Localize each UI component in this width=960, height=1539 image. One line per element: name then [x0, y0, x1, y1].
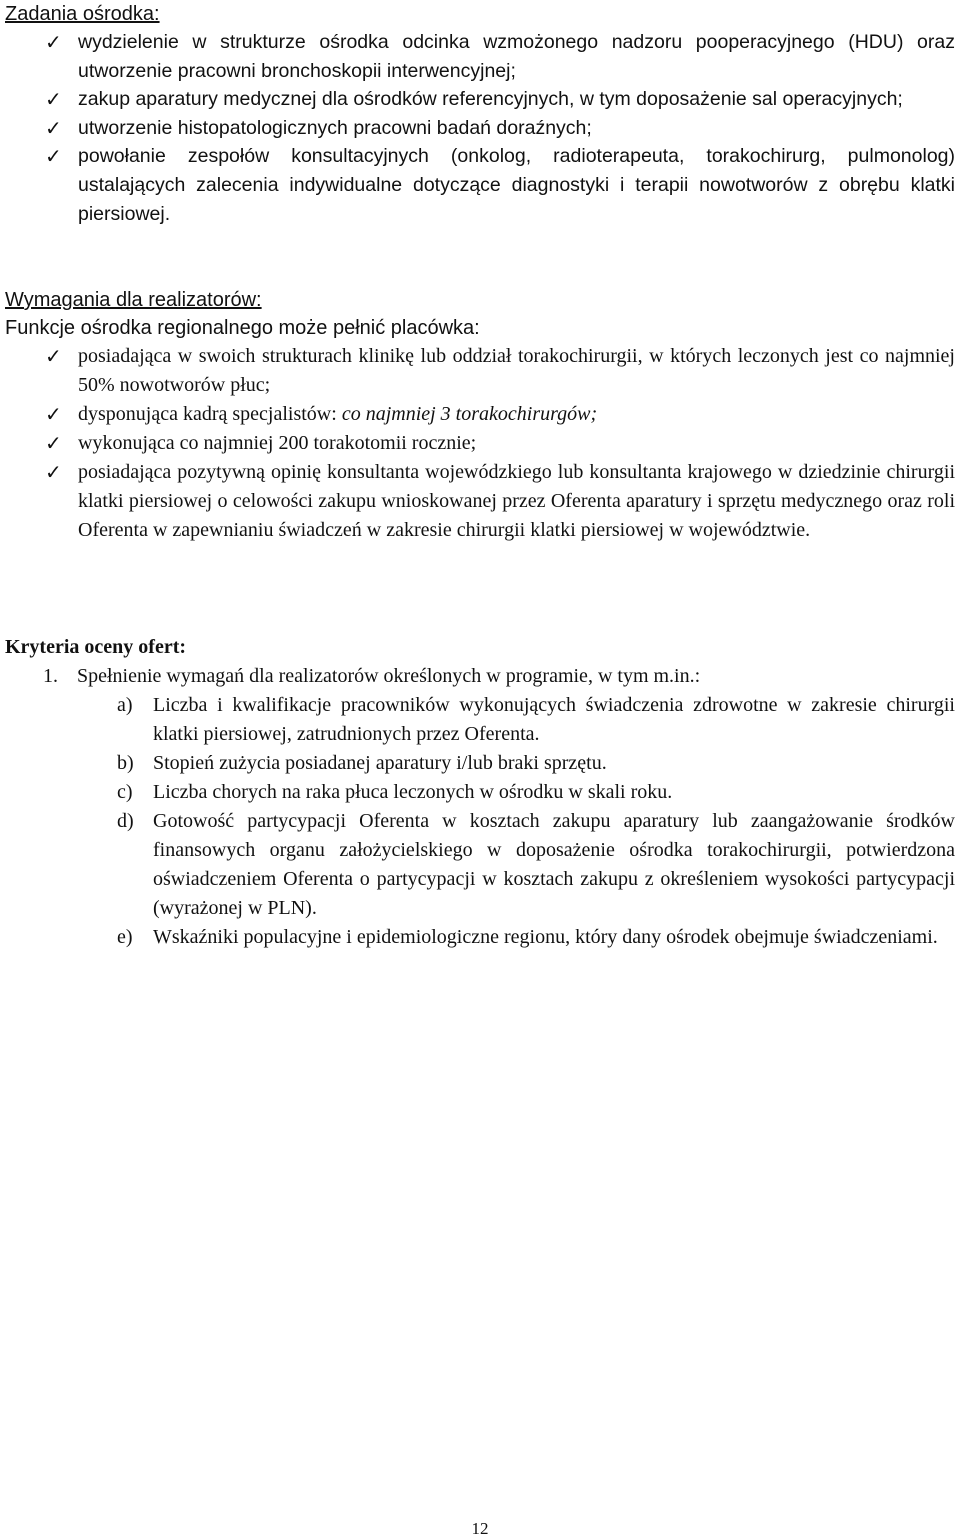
list-item: ✓ wykonująca co najmniej 200 torakotomii rocznie; — [5, 429, 955, 458]
checkmark-icon: ✓ — [45, 431, 62, 455]
list-item: ✓ utworzenie histopatologicznych pracowni badań doraźnych; — [5, 114, 955, 143]
page-number: 12 — [471, 1519, 489, 1538]
checkmark-icon: ✓ — [45, 144, 62, 169]
checkmark-icon: ✓ — [45, 344, 62, 368]
criteria-sublist — [5, 691, 955, 952]
list-item: ✓ powołanie zespołów konsultacyjnych (onkolog, radioterapeuta, torakochirurg, pulmonolog) ustalających zalecenia indywidualne dotyczące diagnostyki i terapii nowotworów z obrębu klatki piersiowej. — [45, 144, 955, 225]
checkmark-icon: ✓ — [45, 115, 62, 140]
section-heading-zadania: Zadania ośrodka: — [5, 3, 160, 25]
point-text: Spełnienie wymagań dla realizatorów określonych w programie, w tym m.in.: — [77, 665, 701, 687]
section-heading-kryteria: Kryteria oceny ofert: — [5, 636, 187, 658]
wymagania-list — [5, 342, 955, 545]
list-item: a) Liczba i kwalifikacje pracowników wykonujących świadczenia zdrowotne w zakresie chirurgii klatki piersiowej, zatrudnionych przez Oferenta. — [117, 694, 955, 745]
list-item: e) Wskaźniki populacyjne i epidemiologiczne regionu, który dany ośrodek obejmuje świadczeniami. — [117, 926, 938, 948]
section-zadania — [5, 0, 955, 228]
checkmark-icon: ✓ — [45, 402, 62, 426]
section-wymagania — [5, 286, 955, 545]
zadania-list — [5, 28, 955, 228]
section-heading-wymagania: Wymagania dla realizatorów: — [5, 289, 262, 311]
list-item: ✓ dysponująca kadrą specjalistów: co najmniej 3 torakochirurgów; — [5, 400, 955, 429]
list-item: ✓ posiadająca w swoich strukturach klinikę lub oddział torakochirurgii, w których leczonych jest co najmniej 50% nowotworów płuc; — [45, 344, 955, 396]
list-item: ✓ zakup aparatury medycznej dla ośrodków referencyjnych, w tym doposażenie sal operacyjnych; — [5, 85, 955, 114]
list-item: b) Stopień zużycia posiadanej aparatury i/lub braki sprzętu. — [117, 752, 607, 774]
checkmark-icon: ✓ — [45, 87, 62, 112]
checkmark-icon: ✓ — [45, 460, 62, 484]
list-item: c) Liczba chorych na raka płuca leczonych w ośrodku w skali roku. — [117, 781, 673, 803]
wymagania-intro: Funkcje ośrodka regionalnego może pełnić placówka: — [5, 317, 480, 339]
list-item: d) Gotowość partycypacji Oferenta w kosztach zakupu aparatury lub zaangażowanie środków finansowych organu założycielskiego w doposażenie ośrodka torakochirurgii, potwierdzona oświadczeniem Oferenta o partycypacji w kosztach zakupu z określeniem wysokości partycypacji (wyrażonej w PLN). — [117, 810, 955, 919]
list-item: ✓ wydzielenie w strukturze ośrodka odcinka wzmożonego nadzoru pooperacyjnego (HDU) oraz utworzenie pracowni bronchoskopii interwencyjnej; — [45, 30, 955, 82]
list-item: ✓ posiadająca pozytywną opinię konsultanta wojewódzkiego lub konsultanta krajowego w dziedzinie chirurgii klatki piersiowej o celowości zakupu wnioskowanej przez Oferenta aparatury i sprzętu medycznego oraz roli Oferenta w zapewnianiu świadczeń w zakresie chirurgii klatki piersiowej w województwie. — [45, 460, 955, 541]
point-number: 1. — [43, 665, 58, 687]
section-kryteria — [5, 633, 955, 952]
checkmark-icon: ✓ — [45, 30, 62, 54]
numbered-point — [5, 662, 955, 691]
